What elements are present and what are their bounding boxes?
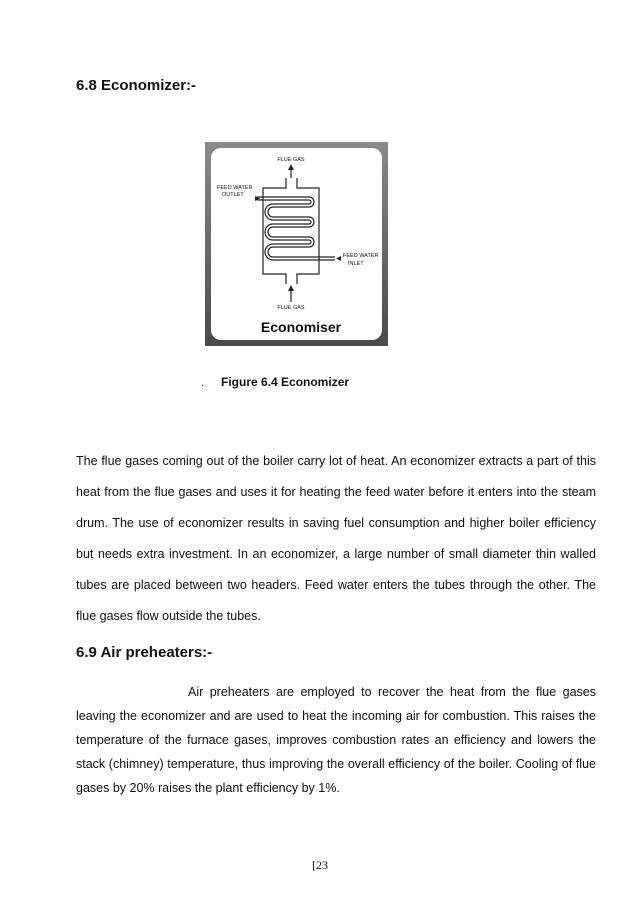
label-feed-water-inlet-1: FEED WATER bbox=[343, 253, 379, 259]
label-feed-water-inlet-2: INLET bbox=[348, 261, 364, 267]
figure-caption: Figure 6.4 Economizer bbox=[221, 375, 350, 389]
label-feed-water-outlet-1: FEED WATER bbox=[217, 185, 253, 191]
air-preheaters-paragraph: Air preheaters are employed to recover the heat from the flue gases leaving the economizer and are used to heat the incoming air for combustion. This raises the temperature of the furnace gases, improves combustion rates an efficiency and lowers the stack (chimney) temperature, thus improving the overall efficiency of the boiler. Cooling of flue gases by 20% raises the plant efficiency by 1%. bbox=[76, 685, 596, 795]
page-number: [23 bbox=[312, 858, 328, 872]
economizer-paragraph: The flue gases coming out of the boiler carry lot of heat. An economizer extracts a part of this heat from the flue gases and uses it for heating the feed water before it enters into the steam drum. The use of economizer results in saving fuel consumption and higher boiler efficiency but needs extra investment. In an economizer, a large number of small diameter thin walled tubes are placed between two headers. Feed water enters the tubes through the other. The flue gases flow outside the tubes. bbox=[76, 454, 596, 623]
caption-marker: . bbox=[201, 375, 205, 389]
label-flue-gas-top: FLUE GAS bbox=[277, 157, 305, 163]
label-flue-gas-bottom: FLUE GAS bbox=[277, 305, 305, 311]
economizer-figure bbox=[205, 142, 388, 346]
section-heading-economizer: 6.8 Economizer:- bbox=[76, 77, 197, 94]
section-heading-air-preheaters: 6.9 Air preheaters:- bbox=[76, 644, 213, 661]
figure-title: Economiser bbox=[260, 319, 342, 335]
label-feed-water-outlet-2: OUTLET bbox=[222, 192, 244, 198]
